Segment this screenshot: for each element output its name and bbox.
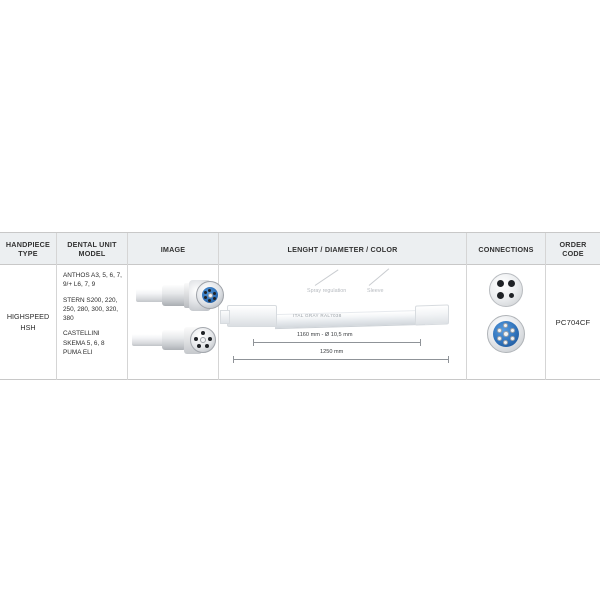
column-header-order-code: ORDER CODE <box>559 240 587 258</box>
connection-pin <box>497 336 502 341</box>
column-header-dental-unit-model: DENTAL UNIT MODEL <box>67 240 117 258</box>
callout-leader-spray <box>315 269 339 285</box>
connection-pin <box>503 323 508 328</box>
dimension-tick <box>420 339 421 346</box>
connection-port <box>497 280 504 287</box>
connection-port <box>508 280 515 287</box>
handpiece-type-code: HSH <box>20 322 36 332</box>
connection-pin <box>510 336 515 341</box>
hose-diagram <box>219 265 466 380</box>
coupling-pin <box>213 292 216 295</box>
connection-pin <box>497 328 502 333</box>
dental-unit-model-item: ANTHOS A3, 5, 6, 7, 9/+ L6, 7, 9 <box>63 272 122 289</box>
callout-label-sleeve: Sleeve <box>367 288 384 294</box>
column-header-length-diameter-color: LENGHT / DIAMETER / COLOR <box>287 244 398 254</box>
dimension-tick <box>253 339 254 346</box>
connection-face-blue <box>487 315 525 353</box>
coupling-center-hole <box>200 337 206 343</box>
coupling-pin <box>204 296 207 299</box>
connection-port <box>509 293 514 298</box>
dimension-line-outer <box>233 359 449 360</box>
callout-label-spray-regulation: Spray regulation <box>307 288 347 294</box>
dimension-label-inner: 1160 mm - Ø 10,5 mm <box>297 332 353 338</box>
coupling-center-hole <box>208 293 213 298</box>
dimension-tick <box>448 356 449 363</box>
coupling-face-front <box>190 327 216 353</box>
dimension-line-inner <box>253 342 421 343</box>
dimension-tick <box>233 356 234 363</box>
handpiece-coupling-blue-image <box>134 277 214 319</box>
coupling-blue-disc <box>202 287 218 303</box>
column-header-connections: CONNECTIONS <box>478 244 534 254</box>
connection-face-white <box>489 273 523 307</box>
connection-pin <box>503 340 508 345</box>
coupling-pin <box>204 291 207 294</box>
hose-terminal-end <box>415 304 449 325</box>
coupling-pin <box>208 299 211 302</box>
callout-leader-sleeve <box>369 268 390 285</box>
coupling-shaft <box>132 334 166 346</box>
coupling-grip <box>162 330 186 350</box>
cell-order-code: PC704CF <box>555 318 591 327</box>
coupling-pin <box>213 297 216 300</box>
cell-handpiece-type <box>0 265 56 380</box>
dimension-label-outer: 1250 mm <box>320 349 344 355</box>
connection-pin <box>510 328 515 333</box>
coupling-port <box>201 331 205 335</box>
handpiece-type-primary: HIGHSPEED <box>6 311 50 321</box>
cell-dental-unit-model <box>57 265 127 380</box>
connection-blue-disc <box>493 321 519 347</box>
column-header-image: IMAGE <box>160 244 186 254</box>
dental-unit-model-item: CASTELLINI SKEMA 5, 6, 8 PUMA ELI <box>63 330 105 356</box>
connection-center-hole <box>503 331 509 337</box>
connection-port <box>497 292 504 299</box>
coupling-port <box>194 337 198 341</box>
coupling-port <box>208 337 212 341</box>
coupling-port <box>205 344 209 348</box>
column-header-handpiece-type: HANDPIECE TYPE <box>5 240 51 258</box>
table-row <box>0 265 600 380</box>
coupling-port <box>197 344 201 348</box>
cell-connections <box>467 265 545 380</box>
product-table <box>0 232 600 380</box>
hose-connector-plug <box>227 305 277 327</box>
cell-image <box>128 265 218 380</box>
table-header-row <box>0 233 600 265</box>
handpiece-coupling-white-image <box>132 322 212 362</box>
cell-length-diameter-color <box>219 265 466 380</box>
dental-unit-model-item: STERN S200, 220, 250, 280, 300, 320, 380 <box>63 296 119 323</box>
coupling-pin <box>208 289 211 292</box>
hose-color-label: ITAL GRAY RAL7038 <box>293 313 342 318</box>
